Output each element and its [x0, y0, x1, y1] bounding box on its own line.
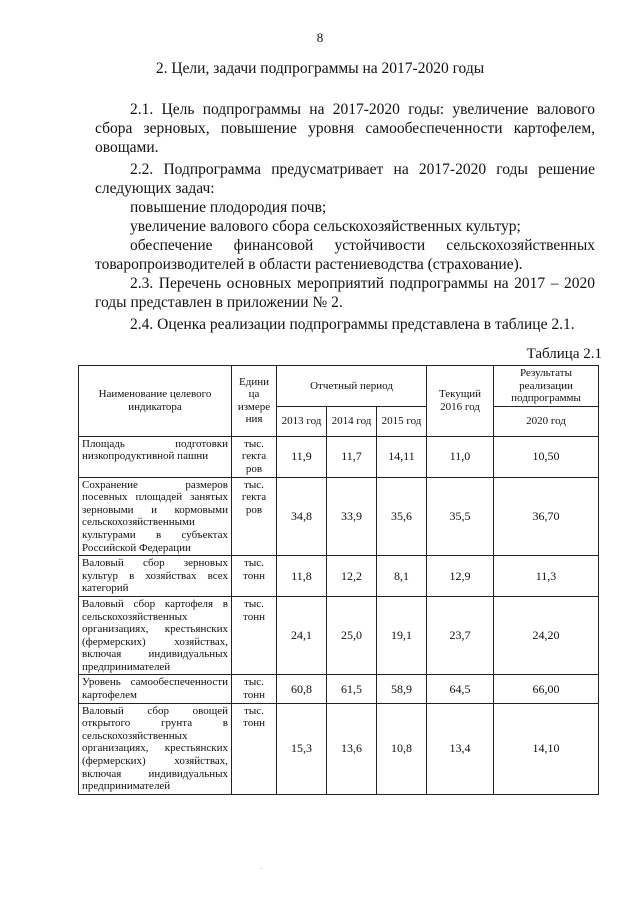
cell-v2015: 10,8	[377, 703, 427, 794]
cell-v2020: 10,50	[494, 436, 599, 477]
cell-v2013: 11,9	[277, 436, 327, 477]
paragraph-tasks-intro: 2.2. Подпрограмма предусматривает на 2017-2020 годы решение следующих задач:	[95, 161, 595, 197]
paragraph-activities: 2.3. Перечень основных мероприятий подпрограммы на 2017 – 2020 годы представлен в приложении № 2.	[95, 275, 595, 311]
cell-v2014: 33,9	[327, 477, 377, 556]
cell-v2016: 35,5	[427, 477, 494, 556]
cell-v2013: 11,8	[277, 556, 327, 597]
cell-v2015: 19,1	[377, 596, 427, 675]
table-row	[79, 596, 599, 675]
header-current-year: Текущий 2016 год	[427, 366, 494, 437]
cell-name: Валовый сбор овощей открытого грунта в сельскохозяйственных организациях, крестьянских (фермерских) хозяйствах, включая индивидуальных предпринимателей	[79, 703, 232, 794]
section-title: 2. Цели, задачи подпрограммы на 2017-2020 годы	[155, 60, 485, 77]
cell-v2014: 61,5	[327, 675, 377, 703]
task-item-insurance-line1: обеспечение финансовой устойчивости сельскохозяйственных	[130, 237, 595, 254]
cell-v2016: 64,5	[427, 675, 494, 703]
cell-name: Валовый сбор зерновых культур в хозяйствах всех категорий	[79, 556, 232, 597]
header-reporting-period: Отчетный период	[277, 366, 427, 407]
page-number: 8	[316, 30, 324, 45]
cell-unit: тыс. гекта ров	[232, 436, 277, 477]
cell-unit: тыс. гекта ров	[232, 477, 277, 556]
cell-v2016: 12,9	[427, 556, 494, 597]
table-row	[79, 703, 599, 794]
cell-name: Уровень самообеспеченности картофелем	[79, 675, 232, 703]
cell-v2014: 13,6	[327, 703, 377, 794]
cell-v2020: 24,20	[494, 596, 599, 675]
cell-v2014: 25,0	[327, 596, 377, 675]
table-caption: Таблица 2.1	[526, 346, 602, 362]
header-indicator-name: Наименование целевого индикатора	[79, 366, 232, 437]
cell-v2015: 58,9	[377, 675, 427, 703]
header-unit: Едини ца измере ния	[232, 366, 277, 437]
cell-v2014: 11,7	[327, 436, 377, 477]
cell-v2014: 12,2	[327, 556, 377, 597]
paragraph-evaluation: 2.4. Оценка реализации подпрограммы представлена в таблице 2.1.	[130, 316, 575, 333]
cell-v2015: 14,11	[377, 436, 427, 477]
footer-mark: .	[260, 862, 262, 871]
cell-unit: тыс. тонн	[232, 675, 277, 703]
cell-name: Площадь подготовки низкопродуктивной пашни	[79, 436, 232, 477]
cell-v2020: 66,00	[494, 675, 599, 703]
paragraph-goal: 2.1. Цель подпрограммы на 2017-2020 годы: увеличение валового сбора зерновых, повышение уровня самообеспеченности картофелем, овощами.	[95, 101, 595, 156]
body-text	[95, 100, 595, 334]
cell-v2020: 36,70	[494, 477, 599, 556]
table-row	[79, 675, 599, 703]
cell-unit: тыс. тонн	[232, 703, 277, 794]
indicators-table	[78, 365, 599, 795]
cell-v2016: 23,7	[427, 596, 494, 675]
cell-v2015: 8,1	[377, 556, 427, 597]
task-item-soil: повышение плодородия почв;	[130, 199, 327, 216]
cell-v2016: 13,4	[427, 703, 494, 794]
cell-name: Валовый сбор картофеля в сельскохозяйственных организациях, крестьянских (фермерских) хозяйствах, включая индивидуальных предпринимателей	[79, 596, 232, 675]
task-item-insurance-line2: товаропроизводителей в области растениеводства (страхование).	[95, 256, 523, 273]
cell-unit: тыс. тонн	[232, 596, 277, 675]
cell-v2015: 35,6	[377, 477, 427, 556]
cell-v2016: 11,0	[427, 436, 494, 477]
header-year-2020: 2020 год	[494, 406, 599, 436]
cell-v2013: 34,8	[277, 477, 327, 556]
header-year-2013: 2013 год	[277, 406, 327, 436]
cell-v2020: 14,10	[494, 703, 599, 794]
header-results: Результаты реализации подпрограммы	[494, 366, 599, 407]
cell-name: Сохранение размеров посевных площадей занятых зерновыми и кормовыми сельскохозяйственными культурами в субъектах Российской Федерации	[79, 477, 232, 556]
table-row	[79, 477, 599, 556]
cell-v2013: 15,3	[277, 703, 327, 794]
cell-v2013: 24,1	[277, 596, 327, 675]
table-row	[79, 556, 599, 597]
header-year-2015: 2015 год	[377, 406, 427, 436]
header-year-2014: 2014 год	[327, 406, 377, 436]
cell-v2013: 60,8	[277, 675, 327, 703]
cell-unit: тыс. тонн	[232, 556, 277, 597]
cell-v2020: 11,3	[494, 556, 599, 597]
table-row	[79, 436, 599, 477]
task-item-harvest: увеличение валового сбора сельскохозяйственных культур;	[130, 218, 521, 235]
